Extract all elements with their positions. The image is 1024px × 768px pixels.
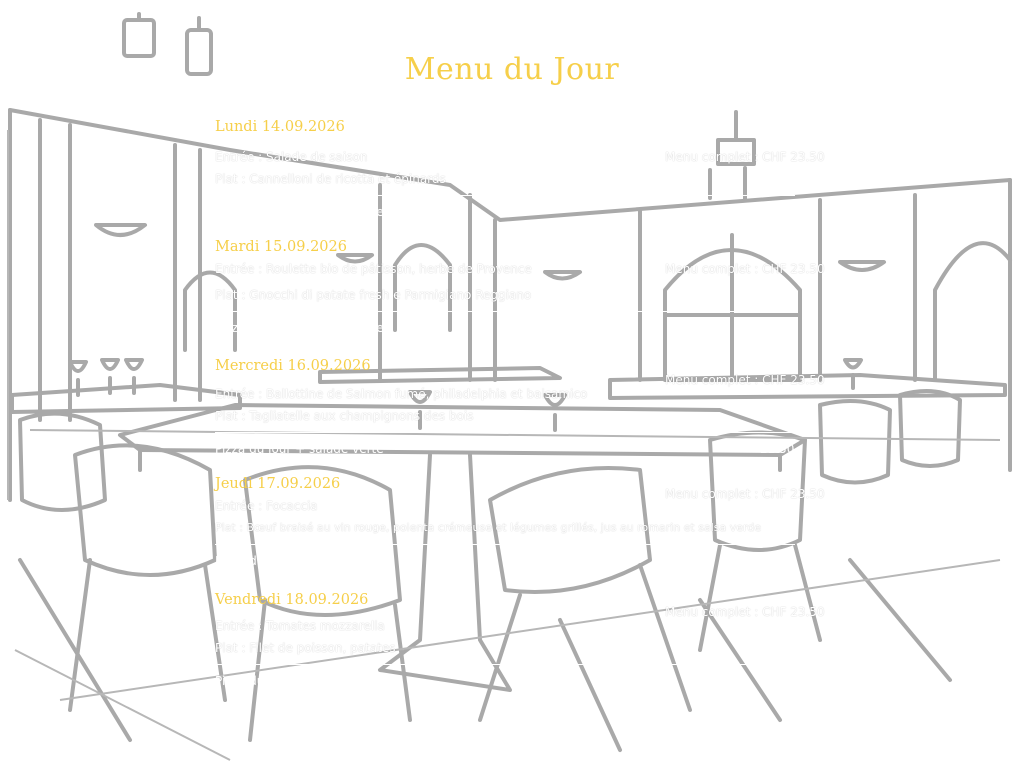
entree-row: [215, 373, 825, 405]
page-title: Menu du Jour: [404, 52, 620, 87]
divider: [215, 432, 795, 433]
entree-text: Entrée : Ballottine de Salmon fumé, philadelphia et balsamico: [215, 387, 588, 401]
entree-text: Entrée : Tomates mozzarella: [215, 619, 385, 633]
entree-row: [215, 258, 825, 280]
pizza-row: [215, 317, 795, 339]
day-heading: Vendredi 18.09.2026: [215, 592, 369, 608]
day-block-lundi: [215, 116, 825, 223]
plat-text: Plat : Gnocchi di patate fresh e Parmigiano Reggiano: [215, 288, 532, 302]
entree-row: [215, 146, 825, 168]
plat-text: Plat : Tagliatelle aux champignons des bois: [215, 409, 474, 423]
pizza-price: 21.50: [760, 442, 795, 456]
entree-text: Entrée : Roulette bio de pâtisson, herbe de Provence: [215, 262, 532, 276]
plat-text: Plat : Bœuf braisé au vin rouge, polenta crémeuse et légumes grillés, jus au romarin et salsa verde: [215, 521, 762, 534]
day-heading: Mercredi 16.09.2026: [215, 358, 371, 374]
pizza-text: Pizza du jour + salade verte: [215, 321, 384, 335]
plat-row: [215, 517, 795, 539]
menu-complet-price: Menu complet : CHF 23.50: [665, 262, 825, 276]
pizza-price: 21.50: [760, 205, 795, 219]
pizza-text: Pizza du jour + salade verte: [215, 442, 384, 456]
pizza-row: [215, 550, 795, 572]
pizza-row: [215, 201, 795, 223]
entree-text: Entrée : Focaccia: [215, 499, 318, 513]
pizza-text: Pizza du jour + salade verte: [215, 674, 384, 688]
menu-complet-price: Menu complet : CHF 23.50: [665, 150, 825, 164]
plat-row: [215, 405, 795, 427]
plat-row: [215, 284, 795, 306]
plat-text: Plat : Cannelloni de ricotta et épinards: [215, 172, 446, 186]
plat-row: [215, 637, 795, 659]
pizza-price: 21.50: [760, 554, 795, 568]
pizza-price: 21.50: [760, 321, 795, 335]
divider: [215, 195, 795, 196]
day-block-jeudi: [215, 473, 825, 572]
day-heading: Jeudi 17.09.2026: [215, 476, 341, 492]
divider: [215, 664, 795, 665]
entree-row: [215, 487, 825, 517]
menu-complet-price: Menu complet : CHF 23.50: [665, 487, 825, 501]
pizza-row: [215, 438, 795, 460]
entree-row: [215, 605, 825, 637]
menu-complet-price: Menu complet : CHF 23.50: [665, 605, 825, 619]
pizza-text: Pizza du jour + salade verte: [215, 205, 384, 219]
pizza-text: Pizza du jour + salade verte: [215, 554, 384, 568]
day-block-mercredi: [215, 355, 825, 460]
divider: [215, 311, 795, 312]
day-block-vendredi: [215, 589, 825, 692]
entree-text: Entrée : Salade de saison: [215, 150, 368, 164]
day-heading: Lundi 14.09.2026: [215, 119, 345, 135]
divider: [215, 544, 795, 545]
day-heading: Mardi 15.09.2026: [215, 239, 347, 255]
pizza-price: 21.50: [760, 674, 795, 688]
plat-text: Plat : Filet de poisson, patates: [215, 641, 396, 655]
pizza-row: [215, 670, 795, 692]
plat-row: [215, 168, 795, 190]
menu-complet-price: Menu complet : CHF 23.50: [665, 373, 825, 387]
day-block-mardi: [215, 236, 825, 339]
